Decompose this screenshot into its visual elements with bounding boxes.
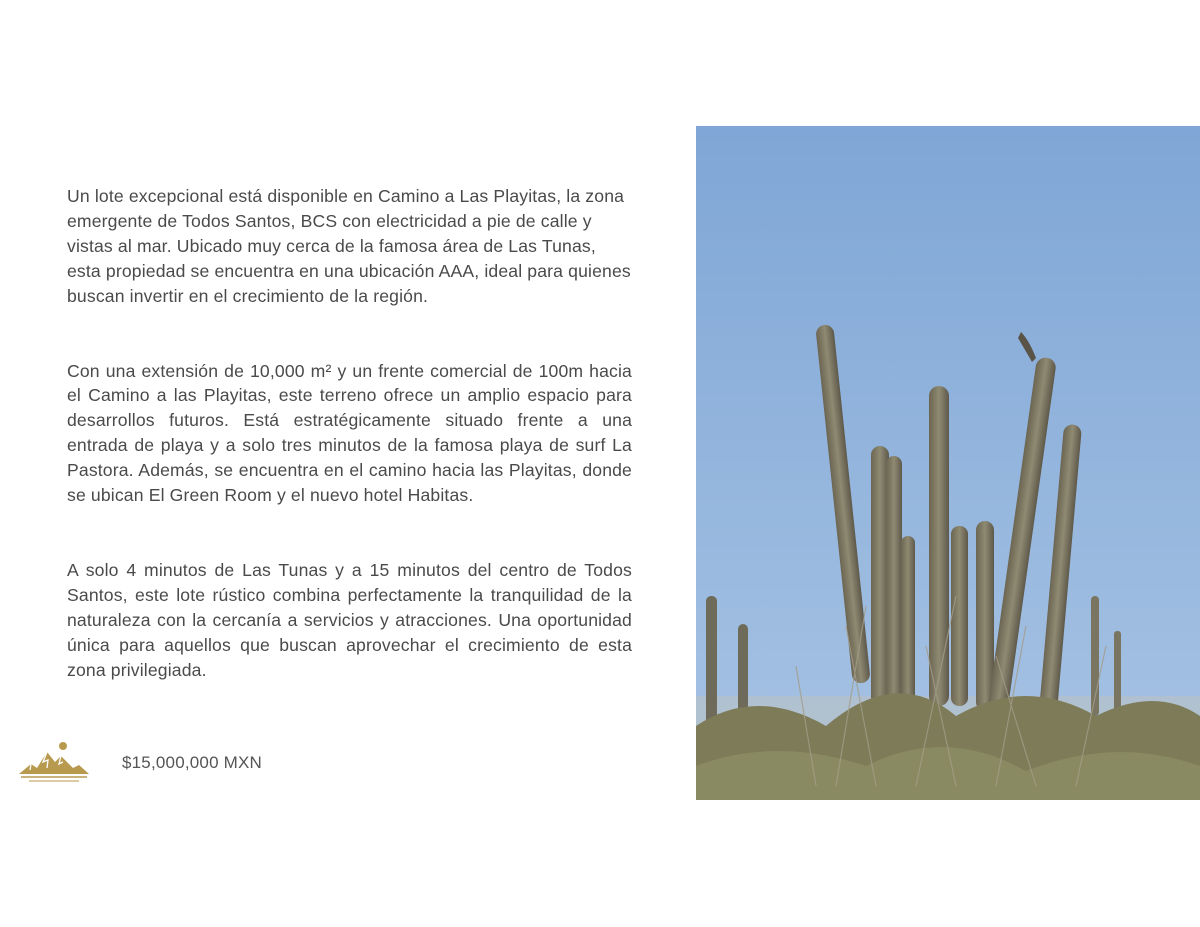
description-paragraph-3: A solo 4 minutos de Las Tunas y a 15 minutos del centro de Todos Santos, este lote rústico combina perfectamente la tranquilidad de la naturaleza con la cercanía a servicios y atracciones. Una oportunidad única para aquellos que buscan aprovechar el crecimiento de esta zona privilegiada. xyxy=(67,559,632,680)
listing-price: $15,000,000 MXN xyxy=(122,753,263,772)
mountain-sun-logo-icon xyxy=(17,738,91,788)
description-text xyxy=(67,184,632,733)
price-row xyxy=(17,738,262,788)
cactus-photo xyxy=(696,126,1200,800)
description-paragraph-1: Un lote excepcional está disponible en Camino a Las Playitas, la zona emergente de Todos Santos, BCS con electricidad a pie de calle y vistas al mar. Ubicado muy cerca de la famosa área de Las Tunas, esta propiedad se encuentra en una ubicación AAA, ideal para quienes buscan invertir en el crecimiento de la región. xyxy=(67,186,631,306)
description-paragraph-2: Con una extensión de 10,000 m² y un frente comercial de 100m hacia el Camino a las Playitas, este terreno ofrece un amplio espacio para desarrollos futuros. Está estratégicamente situado frente a una entrada de playa y a solo tres minutos de la famosa playa de surf La Pastora. Además, se encuentra en el camino hacia las Playitas, donde se ubican El Green Room y el nuevo hotel Habitas. xyxy=(67,360,632,506)
